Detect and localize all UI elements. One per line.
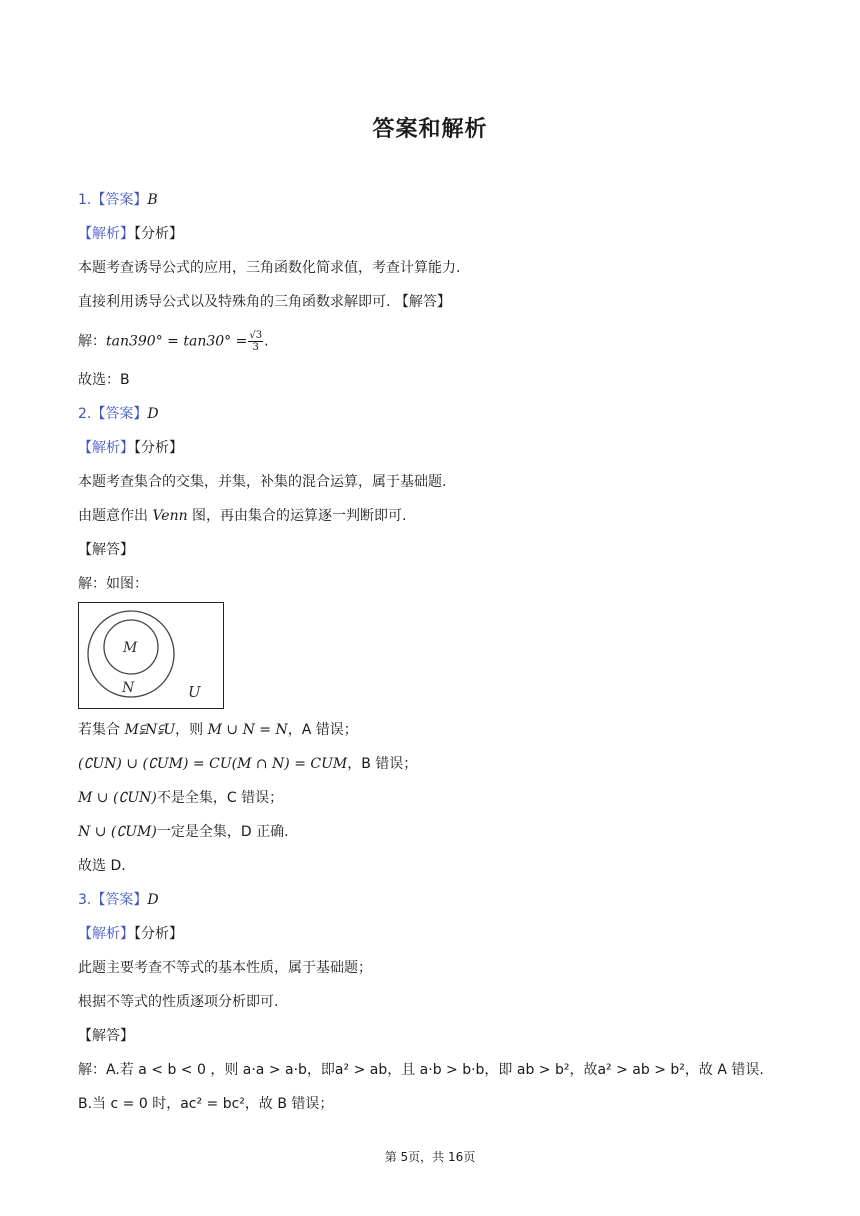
q2-line2-start: 由题意作出 [78, 508, 153, 524]
q2-option-d [78, 822, 289, 842]
q3-number: 3. [78, 892, 92, 908]
q2-a-prefix: 若集合 [78, 722, 125, 738]
q2-analysis-line-2 [78, 506, 407, 526]
q1-answer-value: B [147, 192, 158, 208]
q1-answer-tag: 【答案】 [91, 192, 148, 208]
q2-option-c [78, 788, 283, 808]
q1-solution-end: . [264, 333, 269, 350]
q1-analysis-line-1: 本题考查诱导公式的应用，三角函数化简求值，考查计算能力. [78, 260, 461, 276]
q2-answer-value: D [147, 406, 159, 422]
q2-a-post: ，A 错误； [287, 722, 358, 738]
q1-answer-line [78, 190, 158, 210]
q3-option-a: 解：A.若 a < b < 0 ，则 a·a > a·b，即a² > ab，且 a·b > b·b，即 ab > b²，故a² > ab > b²，故 A 错误. [78, 1062, 764, 1078]
q1-jiexi-tag: 【解析】 [78, 226, 134, 242]
q2-b-math: (∁UN) ∪ (∁UM) = CU(M ∩ N) = CUM [78, 756, 348, 772]
q2-option-a [78, 720, 358, 740]
page-title: 答案和解析 [372, 117, 488, 142]
venn-label-m: M [123, 640, 138, 656]
q2-analysis-header [78, 438, 183, 458]
q3-option-b: B.当 c = 0 时，ac² = bc²，故 B 错误； [78, 1096, 334, 1112]
q2-b-post: ，B 错误； [347, 756, 418, 772]
q2-jiexi-tag: 【解析】 [78, 440, 134, 456]
q2-number: 2. [78, 406, 92, 422]
q1-fraction-denominator: 3 [252, 342, 259, 353]
venn-label-u: U [188, 683, 201, 701]
venn-label-n: N [122, 680, 135, 696]
q2-solution-intro: 解：如图： [78, 576, 148, 592]
q1-fraction-numerator: √3 [249, 330, 263, 341]
venn-diagram [78, 602, 225, 710]
q1-analysis-header [78, 224, 183, 244]
q3-analysis-header [78, 924, 183, 944]
q1-solution [78, 330, 269, 353]
q1-analysis-line-2: 直接利用诱导公式以及特殊角的三角函数求解即可. 【解答】 [78, 294, 451, 310]
q1-choice: 故选：B [78, 372, 130, 388]
q2-c-math: M ∪ (∁UN) [78, 790, 157, 806]
q2-line2-end: 图，再由集合的运算逐一判断即可. [187, 508, 407, 524]
q1-fraction [248, 330, 263, 353]
q2-a-math: M⫋N⫋U [124, 722, 176, 738]
q3-jieda-tag: 【解答】 [78, 1028, 134, 1044]
q2-d-math: N ∪ (∁UM) [78, 824, 157, 840]
q1-number: 1. [78, 192, 92, 208]
q3-analysis-line-2: 根据不等式的性质逐项分析即可. [78, 994, 279, 1010]
q3-fenxi-tag: 【分析】 [134, 926, 183, 942]
q3-analysis-line-1: 此题主要考查不等式的基本性质，属于基础题； [78, 960, 372, 976]
q2-d-post: 一定是全集，D 正确. [156, 824, 289, 840]
q3-answer-value: D [147, 892, 159, 908]
q2-venn-word: Venn [152, 508, 188, 524]
q2-choice: 故选 D. [78, 858, 126, 874]
q3-answer-tag: 【答案】 [91, 892, 148, 908]
q2-a-mid: ，则 [175, 722, 208, 738]
q2-c-post: 不是全集，C 错误； [156, 790, 284, 806]
q2-option-b [78, 754, 417, 774]
q2-fenxi-tag: 【分析】 [134, 440, 183, 456]
q2-a-math2: M ∪ N = N [207, 722, 288, 738]
q2-analysis-line-1: 本题考查集合的交集，并集，补集的混合运算，属于基础题. [78, 474, 447, 490]
q2-answer-line [78, 404, 159, 424]
q1-solution-prefix: 解： [78, 333, 106, 350]
q1-fenxi-tag: 【分析】 [134, 226, 183, 242]
q2-answer-tag: 【答案】 [91, 406, 148, 422]
page-footer: 第 5页，共 16页 [384, 1150, 476, 1164]
q2-jieda-tag: 【解答】 [78, 542, 134, 558]
q3-answer-line [78, 890, 159, 910]
q3-jiexi-tag: 【解析】 [78, 926, 134, 942]
q1-solution-expression: tan390° = tan30° = [106, 333, 248, 350]
